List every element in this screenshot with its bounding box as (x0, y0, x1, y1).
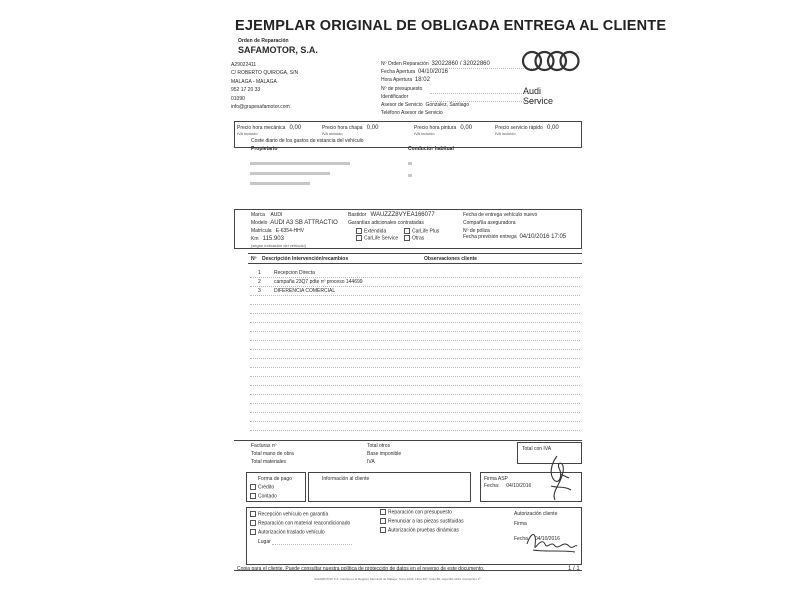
identifier-row: Identificador (381, 94, 409, 100)
order-number-row: Nº Orden Reparación 32022860 / 32022860 (381, 61, 490, 67)
asp-sign-label: Firma ASP (484, 476, 508, 482)
vehicle-km: Km 115.903 (251, 236, 284, 242)
totals-top (234, 440, 582, 441)
vehicle-km-note: (según indicación del vehículo) (251, 243, 306, 248)
warranty-carlife-service-checkbox[interactable]: CarLife Service (356, 235, 398, 241)
driver-label: Conductor habitual (408, 146, 454, 152)
payment-label: Forma de pago (258, 476, 292, 482)
estimated-delivery: Fecha previsión entrega 04/10/2016 17:05 (463, 234, 567, 240)
price-paint: Precio hora pintura 0,00 (414, 125, 473, 131)
tax-base-label: Base imponible (367, 451, 402, 457)
audi-rings-logo (520, 48, 582, 74)
work-item-desc: campaña 23Q7 pdte nº proceso 144699 (274, 279, 363, 285)
iva-note-2: IVA incluido (322, 131, 343, 136)
total-iva-label: Total con IVA (522, 446, 552, 452)
iva-note-4: IVA incluido (495, 131, 516, 136)
others-total-label: Total otros (367, 443, 391, 449)
vehicle-chassis: Bastidor WAUZZZ8VYEA166077 (348, 212, 435, 218)
labor-total-label: Total mano de obra (251, 451, 294, 457)
payment-credit-checkbox[interactable]: Crédito (250, 484, 274, 490)
company-postal: 01090 (231, 96, 245, 102)
price-bodywork: Precio hora chapa 0,00 (322, 125, 379, 131)
auth-refurbished-checkbox[interactable]: Reparación con material reacondicionado (250, 520, 350, 526)
vehicle-brand: Marca AUDI (251, 212, 283, 218)
warranty-other-checkbox[interactable]: Otras (404, 235, 424, 241)
footer-text: Copia para el cliente. Puede consultar nuestra política de protección de datos en el reverso de este documento. (237, 566, 485, 572)
invoices-label: Facturas nº (251, 443, 277, 449)
client-sign-date: Fecha 04/10/2016 (514, 536, 560, 542)
vehicle-model: Modelo AUDI A3 SB ATTRACTIO (251, 220, 338, 226)
materials-total-label: Total materiales (251, 459, 287, 465)
client-info-label: Información al cliente (322, 476, 370, 482)
work-obs-header: Observaciones cliente (424, 256, 478, 262)
insurer-label: Compañía aseguradora (463, 220, 516, 226)
work-item-num: 3 (258, 288, 261, 294)
work-header-top (248, 253, 582, 254)
owner-redacted (250, 162, 350, 165)
budget-row: Nº de presupuesto (381, 86, 423, 92)
auth-transfer-checkbox[interactable]: Autorización traslado vehículo (250, 529, 325, 535)
owner-label: Propietario (251, 146, 278, 152)
company-cif: A29022411 (231, 62, 257, 68)
payment-cash-checkbox[interactable]: Contado (250, 493, 277, 499)
warranty-extended-checkbox[interactable]: Extendida (356, 228, 386, 234)
open-time-row: Hora Apertura 18:02 (381, 77, 430, 83)
auth-budget-checkbox[interactable]: Reparación con presupuesto (380, 509, 452, 515)
client-signature (523, 526, 579, 556)
driver-redacted (408, 162, 412, 165)
iva-note-3: IVA incluido (414, 131, 435, 136)
auth-warranty-checkbox[interactable]: Recepción vehículo en garantía (250, 511, 328, 517)
client-auth-label: Autorización cliente (514, 511, 558, 517)
place-label: Lugar (258, 539, 271, 545)
advisor-phone-row: Teléfono Asesor de Servicio (381, 110, 443, 116)
asp-signature (545, 452, 575, 504)
warranty-carlife-plus-checkbox[interactable]: CarLife Plus (404, 228, 439, 234)
company-phone: 952 17 20 33 (231, 87, 261, 93)
page-number: 1 / 1 (568, 566, 580, 572)
vehicle-plate: Matrícula E-6354-HHV (251, 228, 305, 234)
open-date-row: Fecha Apertura 04/10/2016 (381, 69, 448, 75)
iva-note-1: IVA incluido (237, 131, 258, 136)
brand-service: Service (523, 96, 554, 106)
client-sign-label: Firma (514, 521, 527, 527)
owner-redacted (250, 182, 310, 185)
work-num-header: Nº (251, 256, 257, 262)
company-city: MALAGA - MALAGA (231, 79, 277, 85)
new-delivery-label: Fecha de entrega vehículo nuevo (463, 212, 538, 218)
work-item-num: 2 (258, 279, 261, 285)
work-item-desc: DIFERENCIA COMERCIAL (274, 288, 336, 294)
owner-redacted (250, 172, 330, 175)
price-fast-service: Precio servicio rápido 0,00 (495, 125, 559, 131)
document-title: EJEMPLAR ORIGINAL DE OBLIGADA ENTREGA AL CLIENTE (235, 18, 667, 34)
auth-dynamic-tests-checkbox[interactable]: Autorización pruebas dinámicas (380, 527, 459, 533)
iva-label: IVA (367, 459, 375, 465)
work-item-num: 1 (258, 270, 261, 276)
company-name: SAFAMOTOR, S.A. (238, 45, 318, 55)
work-item-desc: Recepcion Directa (274, 270, 315, 276)
brand-audi: Audi (523, 86, 542, 96)
driver-redacted (408, 174, 412, 177)
policy-label: Nº de póliza (463, 228, 490, 234)
company-address: C/ ROBERTO QUIROGA, S/N (231, 70, 299, 76)
work-desc-header: Descripción Intervención/recambios (262, 256, 349, 262)
document-subtitle: Orden de Reparación (238, 38, 289, 44)
auth-renounce-parts-checkbox[interactable]: Renunciar a las piezas sustituidas (380, 518, 464, 524)
company-email: info@grupesafamotor.com (231, 104, 290, 110)
asp-sign-date: Fecha: 04/10/2016 (484, 483, 532, 489)
extra-warranty-label: Garantías adicionales contratadas (348, 220, 424, 226)
advisor-row: Asesor de Servicio Gonzalez, Santiago (381, 102, 470, 108)
footer-fine-print: SAFAMOTOR S.A. Inscrita en el Registro Mercantil de Málaga, Tomo 1234, Libro 567, Folio 89, Hoja MA-1234, Inscripción 1ª (314, 577, 481, 581)
storage-cost-label: Coste diario de los gastos de estancia del vehículo (251, 138, 364, 144)
price-mechanic: Precio hora mecánica 0,00 (237, 125, 302, 131)
work-header-bottom (248, 263, 582, 264)
